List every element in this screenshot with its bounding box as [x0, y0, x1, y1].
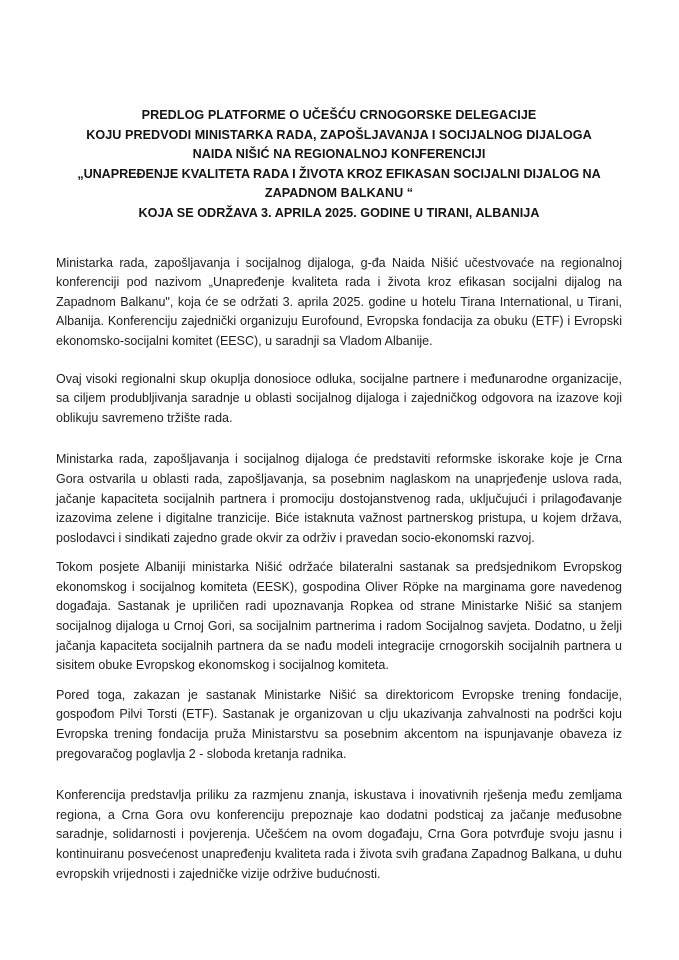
title-line-4: „UNAPREĐENJE KVALITETA RADA I ŽIVOTA KROZ EFIKASAN SOCIJALNI DIJALOG NA [77, 166, 601, 181]
paragraph-6: Konferencija predstavlja priliku za razmjenu znanja, iskustava i inovativnih rješenja među zemljama regiona, a Crna Gora ovu konferenciju prepoznaje kao dodatni podsticaj za jačanje međusobne saradnje, solidarnosti i povjerenja. Učešćem na ovom događaju, Crna Gora potvrđuje svoju jasnu i kontinuiranu posvećenost unapređenju kvaliteta rada i života svih građana Zapadnog Balkana, u duhu evropskih vrijednosti i zajedničke vizije održive budućnosti. [56, 788, 622, 881]
title-line-3: NAIDA NIŠIĆ NA REGIONALNOJ KONFERENCIJI [192, 147, 486, 162]
document-title [56, 106, 622, 224]
paragraph-3: Ministarka rada, zapošljavanja i socijalnog dijaloga će predstaviti reformske iskorake koje je Crna Gora ostvarila u oblasti rada, zapošljavanja, sa posebnim naglaskom na unaprjeđenje uslova rada, jačanje kapaciteta socijalnih partnera i promociju dostojanstvenog rada, uključujući i prilagođavanje izazovima zelene i digitalne tranzicije. Biće istaknuta važnost partnerskog pristupa, u kojem država, poslodavci i sindikati zajedno grade okvir za održiv i pravedan socio-ekonomski razvoj. [56, 452, 622, 545]
paragraph-4: Tokom posjete Albaniji ministarka Nišić održaće bilateralni sastanak sa predsjednikom Evropskog ekonomskog i socijalnog komiteta (EESK), gospodina Oliver Röpke na marginama gore navedenog događaja. Sastanak je upriličen radi upoznavanja Ropkea od strane Ministarke Nišić sa stanjem socijalnog dijaloga u Crnoj Gori, sa socijalnim partnerima i radom Socijalnog savjeta. Dodatno, u želji jačanja kapaciteta socijalnih partnera da se nađu modeli integracije crnogorskih socijalnih partnera u sisitem obuke Evropskog ekonomskog i socijalnog komiteta. [56, 560, 622, 673]
paragraph-5: Pored toga, zakazan je sastanak Ministarke Nišić sa direktoricom Evropske trening fondacije, gospođom Pilvi Torsti (ETF). Sastanak je organizovan u clju ukazivanja zahvalnosti na podršci koju Evropska trening fondacija pruža Ministarstvu sa posebnim akcentom na ispunjavanje obaveza iz pregovaračog poglavlja 2 - sloboda kretanja radnika. [56, 687, 622, 761]
title-line-5: ZAPADNOM BALKANU “ [264, 186, 414, 201]
document-body [56, 254, 622, 885]
paragraph-2: Ovaj visoki regionalni skup okuplja donosioce odluka, socijalne partnere i međunarodne organizacije, sa ciljem produbljivanja saradnje u oblasti socijalnog dijaloga i zajedničkog odgovora na izazove koji oblikuju savremeno tržište rada. [56, 371, 622, 425]
title-line-6: KOJA SE ODRŽAVA 3. APRILA 2025. GODINE U TIRANI, ALBANIJA [138, 205, 540, 220]
title-line-2: KOJU PREDVODI MINISTARKA RADA, ZAPOŠLJAVANJA I SOCIJALNOG DIJALOGA [86, 127, 592, 142]
title-line-1: PREDLOG PLATFORME O UČEŠĆU CRNOGORSKE DELEGACIJE [141, 108, 537, 122]
paragraph-1: Ministarka rada, zapošljavanja i socijalnog dijaloga, g-đa Naida Nišić učestvovaće na regionalnoj konferenciji pod nazivom „Unapređenje kvaliteta rada i života kroz efikasan socijalni dijalog na Zapadnom Balkanu", koja će se održati 3. aprila 2025. godine u hotelu Tirana International, u Tirani, Albanija. Konferenciju zajednički organizuju Eurofound, Evropska fondacija za obuku (ETF) i Evropski ekonomsko-socijalni komitet (EESC), u saradnji sa Vladom Albanije. [56, 255, 622, 348]
